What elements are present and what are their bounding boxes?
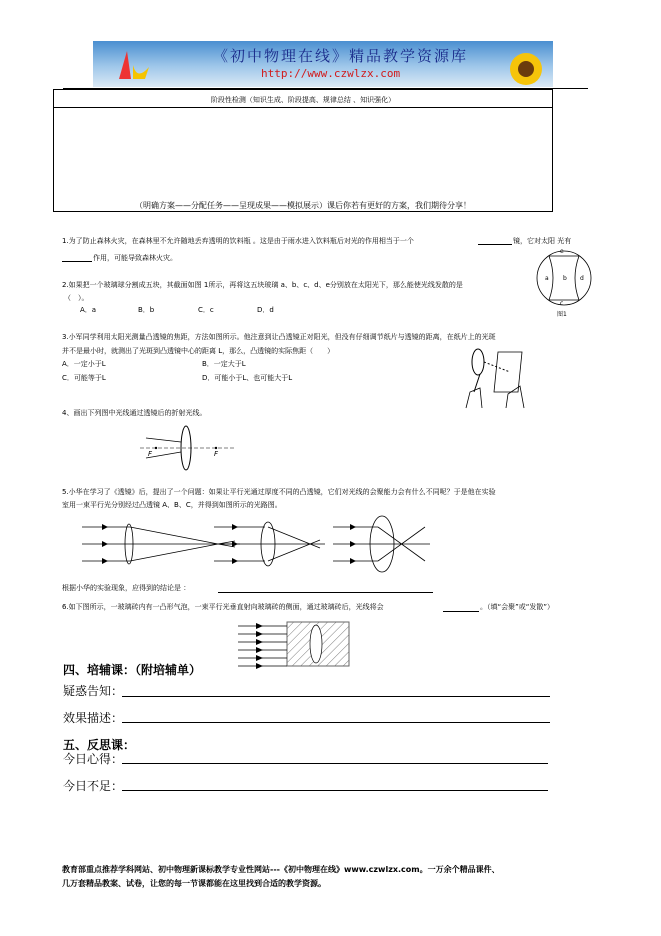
field-label: 效果描述：	[63, 711, 124, 725]
q1-blank-2[interactable]	[62, 261, 92, 262]
q6-blank[interactable]	[443, 611, 479, 612]
q1-suffix2: 作用，可能导致森林火灾。	[93, 254, 177, 262]
table-footer: （明确方案——分配任务——呈现成果——模拟展示）课后你若有更好的方案，我们期待分享！	[135, 201, 471, 210]
q1-line1: 1.为了防止森林火灾，在森林里不允许随地丢弃透明的饮料瓶 。这是由于雨水进入饮料瓶后对光的作用相当于一个	[62, 237, 414, 245]
effect-input-line[interactable]	[122, 722, 550, 723]
q6-suffix: 。（填“会聚”或“发散”）	[480, 603, 555, 611]
q5-line1: 5.小华在学习了《透镜》后，提出了一个问题：如果让平行光通过厚度不同的凸透镜，它们对光线的会聚能力会有什么不同呢？于是他在实验	[62, 488, 496, 496]
q2-paren: （ ）。	[64, 294, 89, 302]
divider	[54, 107, 552, 108]
figure-label: e	[560, 248, 564, 255]
q1-blank-1[interactable]	[478, 244, 512, 245]
focus-label: F	[148, 450, 153, 458]
detection-table	[53, 89, 553, 212]
q5-conclusion-blank[interactable]	[218, 592, 433, 593]
site-logo-icon	[115, 49, 155, 83]
field-label: 疑惑告知：	[63, 684, 124, 698]
q2-option-d: D．d	[257, 306, 274, 314]
glass-brick-figure	[236, 620, 352, 670]
figure-caption: 图1	[557, 311, 567, 318]
field-label: 今日不足：	[63, 779, 124, 793]
header-banner	[93, 41, 553, 87]
q2-option-b: B．b	[138, 306, 155, 314]
focus-label: F	[214, 450, 219, 458]
magnifier-hand-figure	[460, 348, 530, 410]
sunflower-icon	[501, 49, 551, 87]
q2-option-a: A．a	[80, 306, 97, 314]
q5-lens-diagrams	[80, 515, 450, 575]
footer-line1: 教育部重点推荐学科网站、初中物理新课标教学专业性网站---《初中物理在线》www.czwlzx.com。一万余个精品课件、	[62, 865, 500, 874]
q4-lens-diagram	[138, 424, 238, 472]
q6-text: 6.如下图所示，一玻璃砖内有一凸形气泡，一束平行光垂直射向玻璃砖的侧面，通过玻璃砖后，光线将会	[62, 603, 384, 611]
section4-title: 四、培辅课：（附培辅单）	[63, 663, 202, 677]
section5-title: 五、反思课：	[63, 738, 136, 752]
q3-option-d: D．可能小于L、也可能大于L	[202, 374, 293, 382]
q4-text: 4、画出下列图中光线通过透镜后的折射光线。	[62, 409, 207, 417]
table-header: 阶段性检测（知识生成、阶段提高、规律总结 、知识强化）	[210, 96, 396, 104]
doubt-input-line[interactable]	[122, 696, 550, 697]
q3-option-b: B．一定大于L	[202, 360, 246, 368]
q1-suffix1: 镜，它对太阳 光有	[513, 237, 572, 245]
figure-label: b	[563, 275, 567, 282]
q5-line2: 室用一束平行光分别经过凸透镜 A、B、C，并得到如图所示的光路图。	[62, 501, 282, 509]
shortcoming-input-line[interactable]	[122, 790, 548, 791]
q3-line2: 并不是最小时，就测出了光斑到凸透镜中心的距离 L，那么，凸透镜的实际焦距（ ）	[62, 347, 335, 355]
q3-option-a: A．一定小于L	[62, 360, 106, 368]
figure-label: d	[580, 275, 584, 282]
figure-label: c	[560, 300, 564, 307]
banner-title: 《初中物理在线》精品教学资源库	[213, 47, 469, 65]
field-label: 今日心得：	[63, 752, 124, 766]
q5-conclusion-label: 根据小华的实验现象，应得到的结论是 ：	[62, 584, 191, 592]
q3-line1: 3.小军同学利用太阳光测量凸透镜的焦距，方法如图所示。他注意到让凸透镜正对阳光，但没有仔细调节纸片与透镜的距离，在纸片上的光斑	[62, 333, 496, 341]
q2-line1: 2.如果把一个玻璃球分割成五块，其截面如图 1所示，再将这五块玻璃 a、b、c、d、e分别放在太阳光下，那么能使光线发散的是	[62, 281, 463, 289]
q2-option-c: C．c	[198, 306, 214, 314]
q3-option-c: C．可能等于L	[62, 374, 106, 382]
insight-input-line[interactable]	[122, 763, 548, 764]
figure-label: a	[545, 275, 549, 282]
footer-line2: 几万套精品教案、试卷，让您的每一节课都能在这里找到合适的教学资源。	[62, 879, 326, 888]
banner-url: http://www.czwlzx.com	[261, 67, 401, 80]
